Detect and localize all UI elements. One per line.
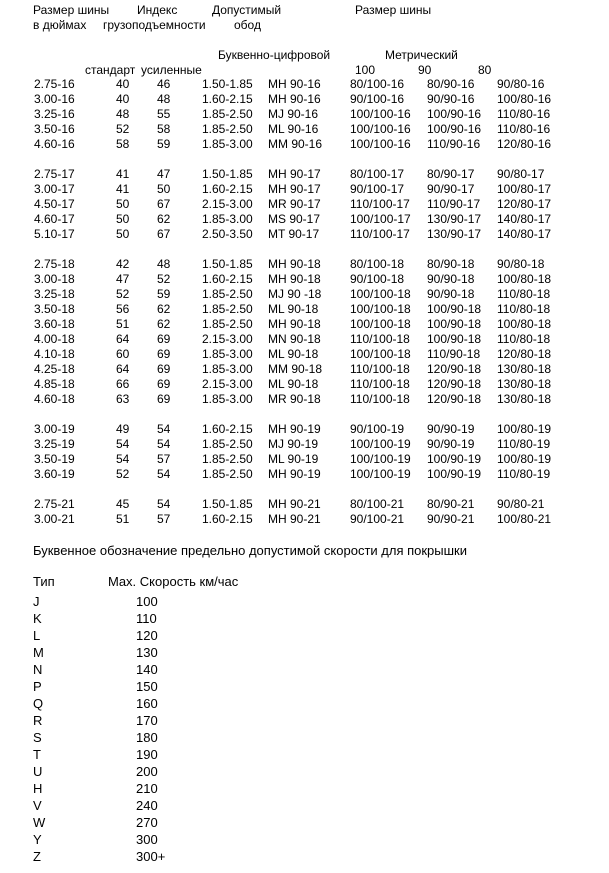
cell-metric-100: 100/100-19 (350, 437, 411, 451)
cell-metric-90: 100/90-18 (427, 317, 482, 331)
cell-size-inch: 4.00-18 (34, 332, 75, 346)
cell-load-std: 47 (116, 272, 130, 286)
cell-load-reinforced: 69 (157, 347, 171, 361)
cell-alpha-size: MH 90-18 (268, 317, 321, 331)
cell-load-reinforced: 67 (157, 227, 171, 241)
header-metric-size: Размер шины (355, 3, 432, 17)
cell-rim: 1.85-3.00 (202, 347, 253, 361)
cell-load-reinforced: 54 (157, 467, 171, 481)
cell-rim: 1.60-2.15 (202, 512, 253, 526)
cell-metric-90: 90/90-18 (427, 287, 475, 301)
cell-load-std: 64 (116, 332, 130, 346)
cell-load-reinforced: 46 (157, 77, 171, 91)
cell-size-inch: 4.10-18 (34, 347, 75, 361)
table-row (0, 437, 609, 452)
cell-alpha-size: MH 90-18 (268, 272, 321, 286)
cell-metric-100: 100/100-16 (350, 107, 411, 121)
cell-metric-100: 100/100-17 (350, 212, 411, 226)
cell-rim: 1.50-1.85 (202, 77, 253, 91)
speed-letter: Y (33, 832, 42, 847)
cell-metric-80: 110/80-18 (497, 287, 551, 301)
speed-value: 100 (136, 594, 158, 609)
cell-metric-80: 90/80-17 (497, 167, 545, 181)
cell-load-std: 52 (116, 122, 130, 136)
list-item (0, 644, 300, 661)
speed-value: 210 (136, 781, 158, 796)
cell-metric-90: 90/90-19 (427, 422, 475, 436)
cell-alpha-size: MH 90-19 (268, 467, 321, 481)
cell-metric-80: 140/80-17 (497, 227, 552, 241)
cell-load-std: 41 (116, 182, 130, 196)
cell-metric-80: 130/80-18 (497, 392, 552, 406)
speed-col-type-header: Тип (33, 574, 55, 589)
cell-metric-80: 120/80-18 (497, 347, 552, 361)
list-item (0, 661, 300, 678)
cell-size-inch: 5.10-17 (34, 227, 75, 241)
cell-load-reinforced: 69 (157, 332, 171, 346)
table-row (0, 392, 609, 407)
cell-size-inch: 3.00-17 (34, 182, 75, 196)
cell-metric-90: 80/90-18 (427, 257, 475, 271)
speed-letter: M (33, 645, 44, 660)
cell-size-inch: 4.60-17 (34, 212, 75, 226)
cell-metric-80: 120/80-17 (497, 197, 552, 211)
cell-metric-90: 90/90-18 (427, 272, 475, 286)
cell-metric-90: 80/90-16 (427, 77, 475, 91)
cell-size-inch: 2.75-21 (34, 497, 75, 511)
speed-letter: V (33, 798, 42, 813)
cell-size-inch: 3.25-16 (34, 107, 75, 121)
cell-size-inch: 3.25-19 (34, 437, 75, 451)
header-standard: стандарт (85, 63, 136, 77)
cell-alpha-size: MR 90-17 (268, 197, 321, 211)
cell-rim: 1.60-2.15 (202, 182, 253, 196)
speed-value: 110 (136, 611, 157, 626)
cell-metric-100: 100/100-18 (350, 302, 411, 316)
cell-size-inch: 3.00-19 (34, 422, 75, 436)
cell-alpha-size: ML 90-19 (268, 452, 319, 466)
cell-load-std: 56 (116, 302, 130, 316)
header-metric-80: 80 (478, 63, 492, 77)
cell-rim: 2.50-3.50 (202, 227, 253, 241)
cell-load-std: 51 (116, 317, 130, 331)
table-row (0, 287, 609, 302)
cell-metric-90: 110/90-17 (427, 197, 481, 211)
cell-metric-100: 100/100-19 (350, 467, 411, 481)
cell-load-std: 48 (116, 107, 130, 121)
cell-load-std: 42 (116, 257, 130, 271)
cell-metric-90: 100/90-19 (427, 467, 482, 481)
cell-metric-90: 120/90-18 (427, 392, 482, 406)
cell-load-std: 41 (116, 167, 130, 181)
cell-metric-100: 80/100-18 (350, 257, 405, 271)
cell-size-inch: 3.50-19 (34, 452, 75, 466)
cell-load-std: 52 (116, 287, 130, 301)
speed-letter: P (33, 679, 42, 694)
table-row (0, 317, 609, 332)
table-row (0, 452, 609, 467)
list-item (0, 763, 300, 780)
cell-rim: 1.85-2.50 (202, 452, 253, 466)
speed-value: 120 (136, 628, 158, 643)
cell-metric-90: 130/90-17 (427, 227, 482, 241)
cell-load-std: 66 (116, 377, 130, 391)
cell-size-inch: 4.60-16 (34, 137, 75, 151)
cell-metric-80: 110/80-16 (497, 107, 551, 121)
cell-metric-80: 90/80-21 (497, 497, 545, 511)
speed-letter: N (33, 662, 43, 677)
header-rim-line2: обод (234, 18, 261, 32)
table-row (0, 92, 609, 107)
cell-size-inch: 2.75-18 (34, 257, 75, 271)
cell-alpha-size: MM 90-16 (268, 137, 323, 151)
list-item (0, 593, 300, 610)
header-index-line2: грузоподъемности (103, 18, 206, 32)
cell-rim: 2.15-3.00 (202, 332, 253, 346)
table-row (0, 272, 609, 287)
speed-value: 170 (136, 713, 158, 728)
speed-letter: L (33, 628, 41, 643)
speed-value: 190 (136, 747, 158, 762)
cell-metric-80: 100/80-19 (497, 422, 552, 436)
cell-load-reinforced: 54 (157, 422, 171, 436)
cell-metric-90: 100/90-16 (427, 107, 482, 121)
list-item (0, 627, 300, 644)
cell-metric-90: 120/90-18 (427, 377, 482, 391)
cell-alpha-size: MJ 90-16 (268, 107, 319, 121)
cell-load-std: 40 (116, 77, 130, 91)
cell-rim: 1.60-2.15 (202, 422, 253, 436)
cell-alpha-size: MH 90-19 (268, 422, 321, 436)
cell-load-reinforced: 47 (157, 167, 171, 181)
cell-alpha-size: MH 90-16 (268, 92, 321, 106)
cell-load-reinforced: 58 (157, 122, 171, 136)
cell-load-reinforced: 54 (157, 497, 171, 511)
cell-load-reinforced: 57 (157, 452, 171, 466)
cell-alpha-size: ML 90-18 (268, 302, 319, 316)
list-item (0, 729, 300, 746)
table-row (0, 212, 609, 227)
cell-size-inch: 3.00-18 (34, 272, 75, 286)
cell-rim: 1.60-2.15 (202, 92, 253, 106)
cell-metric-100: 110/100-18 (350, 332, 410, 346)
cell-metric-90: 100/90-16 (427, 122, 482, 136)
speed-letter: K (33, 611, 42, 626)
speed-index-title: Буквенное обозначение предельно допустимой скорости для покрышки (33, 543, 468, 558)
cell-load-reinforced: 52 (157, 272, 171, 286)
cell-metric-100: 90/100-17 (350, 182, 405, 196)
speed-letter: R (33, 713, 43, 728)
table-row (0, 497, 609, 512)
cell-load-reinforced: 54 (157, 437, 171, 451)
table-row (0, 167, 609, 182)
cell-rim: 1.50-1.85 (202, 167, 253, 181)
cell-load-std: 58 (116, 137, 130, 151)
cell-metric-80: 100/80-16 (497, 92, 552, 106)
speed-letter: U (33, 764, 43, 779)
cell-load-reinforced: 57 (157, 512, 171, 526)
cell-load-std: 50 (116, 227, 130, 241)
header-metric-100: 100 (355, 63, 376, 77)
table-row (0, 122, 609, 137)
speed-value: 300+ (136, 849, 166, 864)
cell-alpha-size: MH 90-21 (268, 512, 321, 526)
cell-load-std: 54 (116, 437, 130, 451)
cell-metric-80: 110/80-18 (497, 332, 551, 346)
header-reinforced: усиленные (141, 63, 202, 77)
cell-metric-80: 130/80-18 (497, 377, 552, 391)
cell-load-reinforced: 62 (157, 212, 171, 226)
cell-load-reinforced: 48 (157, 92, 171, 106)
cell-metric-100: 90/100-19 (350, 422, 405, 436)
cell-metric-80: 90/80-16 (497, 77, 545, 91)
cell-rim: 2.15-3.00 (202, 377, 253, 391)
speed-value: 300 (136, 832, 158, 847)
cell-metric-90: 90/90-16 (427, 92, 475, 106)
cell-load-std: 50 (116, 197, 130, 211)
cell-rim: 1.85-2.50 (202, 437, 253, 451)
cell-metric-90: 100/90-18 (427, 302, 482, 316)
cell-metric-100: 100/100-18 (350, 317, 411, 331)
speed-letter: J (33, 594, 40, 609)
cell-rim: 1.85-3.00 (202, 137, 253, 151)
cell-metric-90: 130/90-17 (427, 212, 482, 226)
table-row (0, 512, 609, 527)
speed-value: 180 (136, 730, 158, 745)
table-row (0, 197, 609, 212)
cell-metric-90: 90/90-17 (427, 182, 475, 196)
cell-metric-100: 110/100-18 (350, 377, 410, 391)
cell-metric-80: 100/80-17 (497, 182, 552, 196)
header-size-inch-line1: Размер шины (33, 3, 110, 17)
cell-rim: 1.85-3.00 (202, 212, 253, 226)
cell-size-inch: 4.60-18 (34, 392, 75, 406)
cell-alpha-size: MR 90-18 (268, 392, 321, 406)
header-alphanumeric: Буквенно-цифровой (218, 48, 331, 62)
list-item (0, 678, 300, 695)
cell-alpha-size: MN 90-18 (268, 332, 321, 346)
cell-rim: 2.15-3.00 (202, 197, 253, 211)
speed-value: 200 (136, 764, 158, 779)
cell-load-std: 50 (116, 212, 130, 226)
cell-rim: 1.85-2.50 (202, 317, 253, 331)
cell-alpha-size: MH 90-17 (268, 182, 321, 196)
cell-load-reinforced: 50 (157, 182, 171, 196)
table-row (0, 182, 609, 197)
speed-value: 150 (136, 679, 158, 694)
cell-metric-80: 100/80-19 (497, 452, 552, 466)
cell-metric-80: 100/80-21 (497, 512, 552, 526)
cell-load-std: 52 (116, 467, 130, 481)
cell-metric-100: 100/100-16 (350, 137, 411, 151)
cell-alpha-size: MH 90-21 (268, 497, 321, 511)
cell-alpha-size: ML 90-18 (268, 347, 319, 361)
list-item (0, 695, 300, 712)
cell-metric-100: 90/100-16 (350, 92, 405, 106)
cell-rim: 1.85-3.00 (202, 362, 253, 376)
cell-load-reinforced: 59 (157, 287, 171, 301)
cell-load-reinforced: 48 (157, 257, 171, 271)
cell-size-inch: 3.50-18 (34, 302, 75, 316)
cell-load-std: 64 (116, 362, 130, 376)
cell-load-std: 45 (116, 497, 130, 511)
cell-rim: 1.85-2.50 (202, 107, 253, 121)
cell-load-reinforced: 69 (157, 362, 171, 376)
cell-metric-90: 120/90-18 (427, 362, 482, 376)
cell-size-inch: 3.60-19 (34, 467, 75, 481)
cell-alpha-size: MJ 90-19 (268, 437, 319, 451)
cell-rim: 1.50-1.85 (202, 257, 253, 271)
cell-alpha-size: MJ 90 -18 (268, 287, 322, 301)
cell-metric-100: 110/100-18 (350, 392, 410, 406)
cell-alpha-size: MH 90-18 (268, 257, 321, 271)
header-rim-line1: Допустимый (212, 3, 282, 17)
cell-rim: 1.85-3.00 (202, 392, 253, 406)
cell-rim: 1.85-2.50 (202, 302, 253, 316)
cell-size-inch: 4.85-18 (34, 377, 75, 391)
cell-load-reinforced: 55 (157, 107, 171, 121)
table-row (0, 347, 609, 362)
list-item (0, 712, 300, 729)
cell-metric-90: 100/90-19 (427, 452, 482, 466)
list-item (0, 746, 300, 763)
header-index-line1: Индекс (137, 3, 178, 17)
cell-alpha-size: MT 90-17 (268, 227, 320, 241)
cell-load-reinforced: 69 (157, 392, 171, 406)
cell-size-inch: 4.25-18 (34, 362, 75, 376)
list-item (0, 814, 300, 831)
speed-letter: Z (33, 849, 41, 864)
speed-letter: H (33, 781, 43, 796)
cell-metric-100: 110/100-18 (350, 362, 410, 376)
cell-metric-100: 100/100-18 (350, 347, 411, 361)
table-row (0, 302, 609, 317)
cell-metric-80: 110/80-19 (497, 467, 551, 481)
cell-metric-100: 100/100-16 (350, 122, 411, 136)
cell-load-std: 51 (116, 512, 130, 526)
cell-metric-80: 120/80-16 (497, 137, 552, 151)
cell-metric-100: 90/100-21 (350, 512, 405, 526)
header-size-inch-line2: в дюймах (33, 18, 87, 32)
table-row (0, 257, 609, 272)
speed-letter: Q (33, 696, 44, 711)
cell-alpha-size: MH 90-17 (268, 167, 321, 181)
cell-load-std: 60 (116, 347, 130, 361)
cell-size-inch: 3.25-18 (34, 287, 75, 301)
cell-alpha-size: ML 90-16 (268, 122, 319, 136)
cell-metric-80: 140/80-17 (497, 212, 552, 226)
speed-value: 130 (136, 645, 158, 660)
cell-metric-90: 90/90-19 (427, 437, 475, 451)
cell-metric-90: 80/90-21 (427, 497, 475, 511)
cell-load-std: 40 (116, 92, 130, 106)
cell-rim: 1.60-2.15 (202, 272, 253, 286)
cell-size-inch: 3.50-16 (34, 122, 75, 136)
cell-metric-100: 110/100-17 (350, 197, 410, 211)
table-row (0, 137, 609, 152)
cell-size-inch: 4.50-17 (34, 197, 75, 211)
cell-metric-90: 110/90-18 (427, 347, 481, 361)
cell-size-inch: 2.75-17 (34, 167, 75, 181)
cell-metric-80: 110/80-18 (497, 302, 551, 316)
cell-rim: 1.50-1.85 (202, 497, 253, 511)
cell-metric-100: 90/100-18 (350, 272, 405, 286)
cell-rim: 1.85-2.50 (202, 287, 253, 301)
cell-load-reinforced: 67 (157, 197, 171, 211)
cell-load-reinforced: 69 (157, 377, 171, 391)
list-item (0, 848, 300, 865)
cell-size-inch: 3.60-18 (34, 317, 75, 331)
table-row (0, 422, 609, 437)
list-item (0, 610, 300, 627)
speed-col-speed-header: Max. Скорость км/час (108, 574, 239, 589)
cell-size-inch: 3.00-16 (34, 92, 75, 106)
cell-metric-80: 110/80-19 (497, 437, 551, 451)
cell-metric-80: 130/80-18 (497, 362, 552, 376)
cell-metric-80: 100/80-18 (497, 272, 552, 286)
table-row (0, 467, 609, 482)
speed-letter: S (33, 730, 42, 745)
cell-metric-90: 110/90-16 (427, 137, 481, 151)
cell-load-reinforced: 59 (157, 137, 171, 151)
list-item (0, 831, 300, 848)
cell-load-std: 54 (116, 452, 130, 466)
cell-rim: 1.85-2.50 (202, 122, 253, 136)
table-row (0, 332, 609, 347)
table-row (0, 377, 609, 392)
cell-load-reinforced: 62 (157, 302, 171, 316)
speed-letter: T (33, 747, 41, 762)
cell-alpha-size: MS 90-17 (268, 212, 321, 226)
cell-metric-100: 100/100-18 (350, 287, 411, 301)
header-metric: Метрический (385, 48, 458, 62)
cell-size-inch: 3.00-21 (34, 512, 75, 526)
cell-metric-100: 100/100-19 (350, 452, 411, 466)
cell-metric-80: 90/80-18 (497, 257, 545, 271)
cell-metric-100: 80/100-16 (350, 77, 405, 91)
cell-alpha-size: ML 90-18 (268, 377, 319, 391)
cell-rim: 1.85-2.50 (202, 467, 253, 481)
cell-metric-100: 80/100-17 (350, 167, 405, 181)
cell-load-std: 63 (116, 392, 130, 406)
header-metric-90: 90 (418, 63, 432, 77)
speed-value: 160 (136, 696, 158, 711)
table-row (0, 77, 609, 92)
speed-letter: W (33, 815, 46, 830)
speed-value: 270 (136, 815, 158, 830)
cell-metric-100: 80/100-21 (350, 497, 405, 511)
speed-value: 140 (136, 662, 158, 677)
table-row (0, 107, 609, 122)
cell-metric-90: 90/90-21 (427, 512, 475, 526)
cell-metric-100: 110/100-17 (350, 227, 410, 241)
cell-metric-80: 100/80-18 (497, 317, 552, 331)
cell-metric-80: 110/80-16 (497, 122, 551, 136)
table-row (0, 227, 609, 242)
cell-load-std: 49 (116, 422, 130, 436)
list-item (0, 797, 300, 814)
cell-alpha-size: MM 90-18 (268, 362, 323, 376)
cell-load-reinforced: 62 (157, 317, 171, 331)
cell-metric-90: 100/90-18 (427, 332, 482, 346)
speed-value: 240 (136, 798, 158, 813)
cell-alpha-size: MH 90-16 (268, 77, 321, 91)
cell-metric-90: 80/90-17 (427, 167, 475, 181)
list-item (0, 780, 300, 797)
cell-size-inch: 2.75-16 (34, 77, 75, 91)
table-row (0, 362, 609, 377)
